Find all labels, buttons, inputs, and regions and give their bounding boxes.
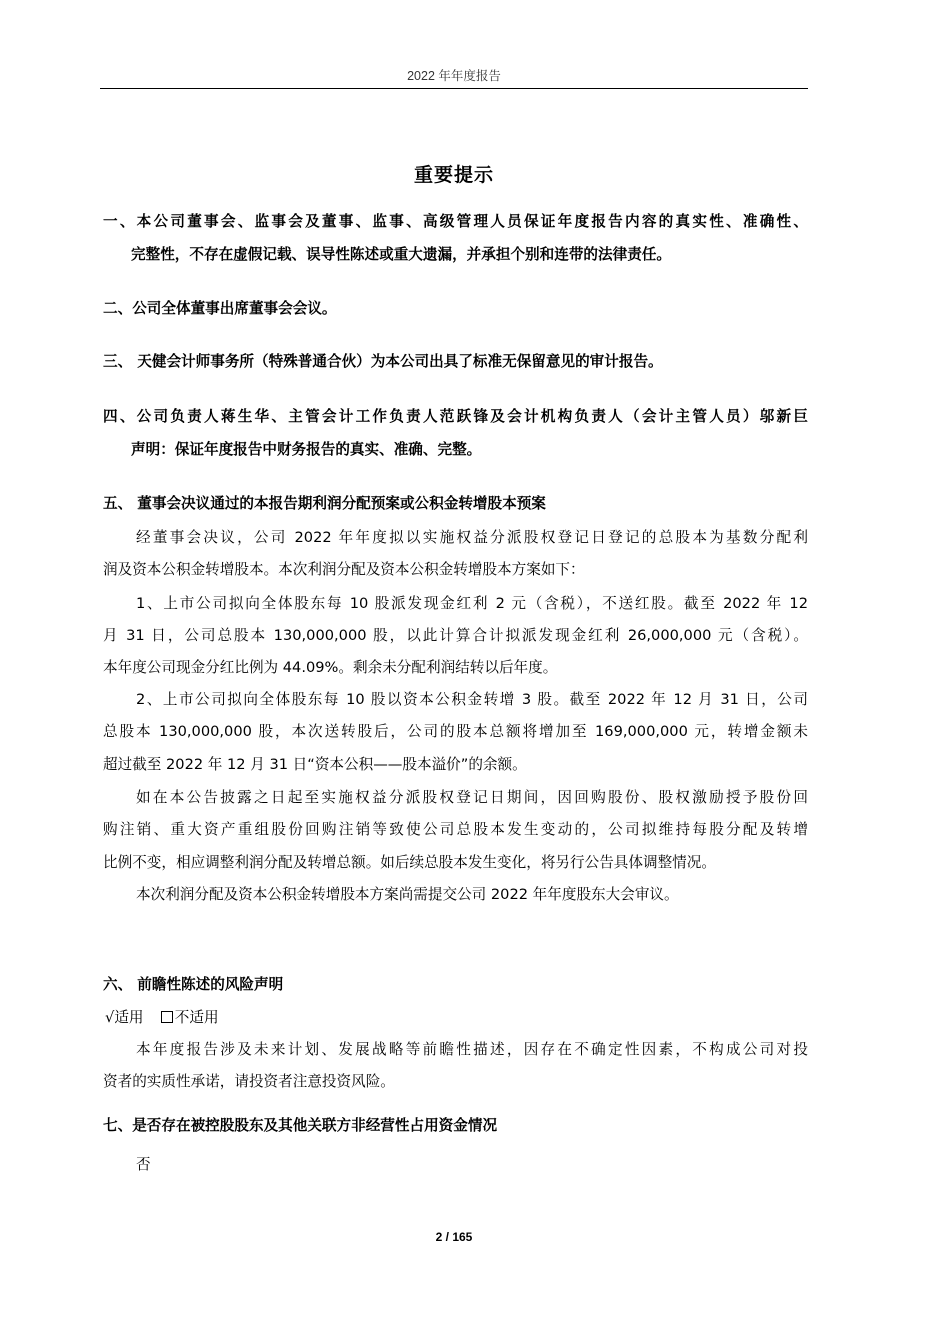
option-applicable: 适用 — [114, 1009, 144, 1026]
section-5-para-1-line-1: 经董事会决议，公司 2022 年年度拟以实施权益分派股权登记日登记的总股本为基数分配利 — [136, 529, 808, 546]
applicability-options — [105, 1008, 219, 1028]
check-icon: √ — [105, 1009, 115, 1026]
section-5-para-2-line-3: 本年度公司现金分红比例为 44.09%。剩余未分配利润结转以后年度。 — [103, 659, 558, 676]
page-title: 重要提示 — [413, 164, 494, 186]
section-5-para-3-line-2: 总股本 130,000,000 股，本次送转股后，公司的股本总额将增加至 169,000,000 元，转增金额未 — [103, 723, 808, 740]
section-5-para-2-line-1: 1、上市公司拟向全体股东每 10 股派发现金红利 2 元（含税），不送红股。截至 2022 年 12 — [136, 595, 808, 612]
section-5-para-5-line-1: 本次利润分配及资本公积金转增股本方案尚需提交公司 2022 年年度股东大会审议。 — [136, 886, 679, 903]
section-7-heading: 七、是否存在被控股股东及其他关联方非经营性占用资金情况 — [103, 1117, 498, 1134]
section-5-para-3-line-1: 2、上市公司拟向全体股东每 10 股以资本公积金转增 3 股。截至 2022 年 12 月 31 日，公司 — [136, 691, 808, 708]
section-6-para-1-line-1: 本年度报告涉及未来计划、发展战略等前瞻性描述，因存在不确定性因素，不构成公司对投 — [136, 1041, 808, 1058]
empty-checkbox-icon — [161, 1011, 173, 1023]
section-1-line-1: 一、本公司董事会、监事会及董事、监事、高级管理人员保证年度报告内容的真实性、准确性、 — [103, 213, 808, 230]
section-5-para-4-line-3: 比例不变，相应调整利润分配及转增总额。如后续总股本发生变化，将另行公告具体调整情况。 — [103, 854, 716, 871]
section-7-answer: 否 — [136, 1156, 151, 1173]
page-number: 2 / 165 — [435, 1230, 473, 1244]
section-5-heading: 五、 董事会决议通过的本报告期利润分配预案或公积金转增股本预案 — [103, 495, 546, 512]
section-3-line-1: 三、 天健会计师事务所（特殊普通合伙）为本公司出具了标准无保留意见的审计报告。 — [103, 353, 663, 370]
section-5-para-4-line-1: 如在本公告披露之日起至实施权益分派股权登记日期间，因回购股份、股权激励授予股份回 — [136, 789, 808, 806]
section-5-para-1-line-2: 润及资本公积金转增股本。本次利润分配及资本公积金转增股本方案如下： — [103, 561, 585, 578]
section-4-line-1: 四、公司负责人蒋生华、主管会计工作负责人范跃锋及会计机构负责人（会计主管人员）邬新巨 — [103, 408, 808, 425]
section-2-line-1: 二、公司全体董事出席董事会会议。 — [103, 300, 337, 317]
section-4-line-2: 声明：保证年度报告中财务报告的真实、准确、完整。 — [131, 441, 482, 458]
section-6-para-1-line-2: 资者的实质性承诺，请投资者注意投资风险。 — [103, 1073, 395, 1090]
section-1-line-2: 完整性，不存在虚假记载、误导性陈述或重大遗漏，并承担个别和连带的法律责任。 — [131, 246, 671, 263]
header-rule — [100, 88, 808, 89]
option-not-applicable: 不适用 — [174, 1009, 219, 1026]
section-5-para-4-line-2: 购注销、重大资产重组股份回购注销等致使公司总股本发生变动的，公司拟维持每股分配及转增 — [103, 821, 808, 838]
section-5-para-2-line-2: 月 31 日，公司总股本 130,000,000 股，以此计算合计拟派发现金红利 26,000,000 元（含税）。 — [103, 627, 808, 644]
running-header: 2022 年年度报告 — [407, 69, 501, 83]
section-5-para-3-line-3: 超过截至 2022 年 12 月 31 日“资本公积——股本溢价”的余额。 — [103, 756, 527, 773]
section-6-heading: 六、 前瞻性陈述的风险声明 — [103, 976, 284, 993]
